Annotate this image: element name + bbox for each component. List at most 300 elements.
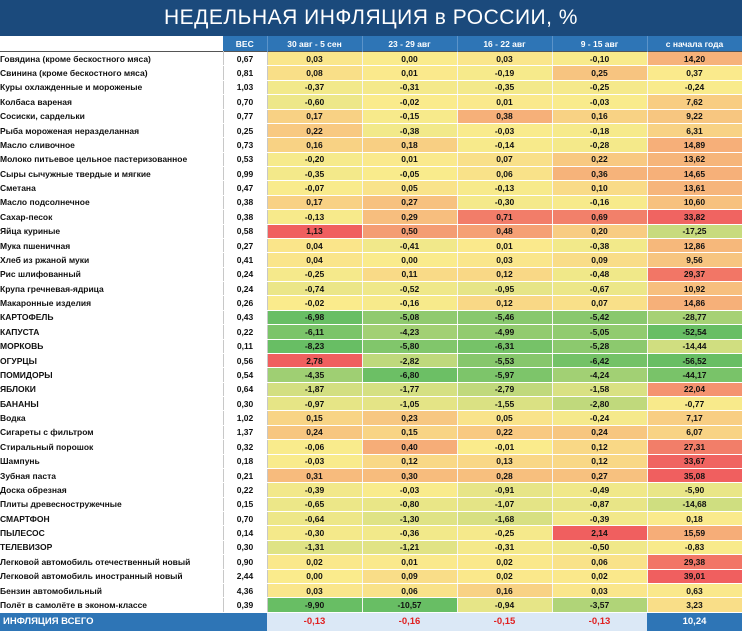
total-week-cell: -0,13	[267, 612, 362, 631]
week-value-cell: -0,19	[457, 66, 552, 80]
table-row	[0, 325, 742, 339]
table-row	[0, 454, 742, 468]
table-row	[0, 540, 742, 554]
week-value-cell: -0,15	[362, 109, 457, 123]
week-value-cell: -4,35	[267, 368, 362, 382]
ytd-cell: -14,68	[647, 497, 742, 511]
week-value-cell: -6,11	[267, 325, 362, 339]
table-row	[0, 555, 742, 569]
week-value-cell: 0,03	[457, 253, 552, 267]
week-value-cell: 0,02	[552, 569, 647, 583]
ytd-cell: 10,92	[647, 282, 742, 296]
week-value-cell: -5,46	[457, 310, 552, 324]
row-label: Зубная паста	[0, 468, 223, 482]
row-label: Рыба мороженая неразделанная	[0, 123, 223, 137]
row-label: Сахар-песок	[0, 210, 223, 224]
week-value-cell: -6,42	[552, 353, 647, 367]
table-row	[0, 152, 742, 166]
ytd-cell: 15,59	[647, 526, 742, 540]
row-label: Сигареты с фильтром	[0, 425, 223, 439]
week-value-cell: 0,07	[457, 152, 552, 166]
week-value-cell: -0,25	[457, 526, 552, 540]
total-week-cell: -0,15	[457, 612, 552, 631]
row-label: Куры охлажденные и мороженые	[0, 80, 223, 94]
weight-cell: 0,67	[223, 52, 267, 66]
week-value-cell: 0,06	[457, 167, 552, 181]
ytd-cell: -52,54	[647, 325, 742, 339]
row-label: Плиты древесностружечные	[0, 497, 223, 511]
week-value-cell: -0,25	[552, 80, 647, 94]
week-value-cell: 0,22	[267, 123, 362, 137]
week-value-cell: -0,35	[457, 80, 552, 94]
table-row	[0, 425, 742, 439]
ytd-cell: 7,17	[647, 411, 742, 425]
table-row	[0, 440, 742, 454]
week-value-cell: 0,18	[362, 138, 457, 152]
header-weight: ВЕС	[223, 36, 267, 52]
week-value-cell: -0,94	[457, 598, 552, 612]
week-value-cell: -5,08	[362, 310, 457, 324]
row-label: Сосиски, сардельки	[0, 109, 223, 123]
weight-cell: 0,27	[223, 238, 267, 252]
table-row	[0, 468, 742, 482]
table-row	[0, 210, 742, 224]
row-label: Колбаса вареная	[0, 95, 223, 109]
week-value-cell: -0,03	[457, 123, 552, 137]
weight-cell: 0,99	[223, 167, 267, 181]
week-value-cell: 0,01	[362, 152, 457, 166]
table-row	[0, 483, 742, 497]
week-value-cell: -4,99	[457, 325, 552, 339]
week-value-cell: 0,15	[267, 411, 362, 425]
row-label: МОРКОВЬ	[0, 339, 223, 353]
week-value-cell: 0,15	[362, 425, 457, 439]
week-value-cell: -8,23	[267, 339, 362, 353]
table-row	[0, 224, 742, 238]
row-label: Шампунь	[0, 454, 223, 468]
ytd-cell: 29,38	[647, 555, 742, 569]
table-row	[0, 368, 742, 382]
week-value-cell: -2,79	[457, 382, 552, 396]
week-value-cell: 0,16	[267, 138, 362, 152]
week-value-cell: -0,35	[267, 167, 362, 181]
week-value-cell: 0,02	[457, 555, 552, 569]
table-row	[0, 282, 742, 296]
page-title: НЕДЕЛЬНАЯ ИНФЛЯЦИЯ в РОССИИ, %	[0, 0, 742, 36]
weight-cell: 0,38	[223, 210, 267, 224]
row-label: Свинина (кроме бескостного мяса)	[0, 66, 223, 80]
weight-cell: 0,43	[223, 310, 267, 324]
week-value-cell: -0,60	[267, 95, 362, 109]
header-ytd: с начала года	[647, 36, 742, 52]
table-row	[0, 382, 742, 396]
week-value-cell: 0,10	[552, 181, 647, 195]
week-value-cell: 0,69	[552, 210, 647, 224]
table-row	[0, 339, 742, 353]
table-row	[0, 195, 742, 209]
table-row	[0, 267, 742, 281]
week-value-cell: -0,74	[267, 282, 362, 296]
weight-cell: 0,22	[223, 483, 267, 497]
week-value-cell: -4,23	[362, 325, 457, 339]
week-value-cell: 0,17	[267, 195, 362, 209]
row-label: КАРТОФЕЛЬ	[0, 310, 223, 324]
week-value-cell: -3,57	[552, 598, 647, 612]
week-value-cell: -0,02	[267, 296, 362, 310]
header-week-3: 16 - 22 авг	[457, 36, 552, 52]
week-value-cell: 0,17	[267, 109, 362, 123]
week-value-cell: -6,31	[457, 339, 552, 353]
weight-cell: 1,03	[223, 80, 267, 94]
week-value-cell: 0,71	[457, 210, 552, 224]
ytd-cell: 9,22	[647, 109, 742, 123]
header-week-1: 30 авг - 5 сен	[267, 36, 362, 52]
table-row	[0, 167, 742, 181]
ytd-cell: -5,90	[647, 483, 742, 497]
week-value-cell: -0,13	[267, 210, 362, 224]
weight-cell: 0,11	[223, 339, 267, 353]
week-value-cell: -1,30	[362, 512, 457, 526]
ytd-cell: 0,37	[647, 66, 742, 80]
week-value-cell: 0,00	[362, 52, 457, 66]
table-row	[0, 253, 742, 267]
row-label: Мука пшеничная	[0, 238, 223, 252]
week-value-cell: 0,30	[362, 468, 457, 482]
week-value-cell: 0,36	[552, 167, 647, 181]
ytd-cell: -28,77	[647, 310, 742, 324]
week-value-cell: 0,28	[457, 468, 552, 482]
week-value-cell: 0,08	[267, 66, 362, 80]
week-value-cell: 0,24	[267, 425, 362, 439]
weight-cell: 0,18	[223, 454, 267, 468]
week-value-cell: 0,38	[457, 109, 552, 123]
week-value-cell: 0,12	[552, 440, 647, 454]
week-value-cell: 0,05	[362, 181, 457, 195]
weight-cell: 0,21	[223, 468, 267, 482]
week-value-cell: -0,49	[552, 483, 647, 497]
weight-cell: 0,81	[223, 66, 267, 80]
week-value-cell: -0,16	[362, 296, 457, 310]
ytd-cell: 9,56	[647, 253, 742, 267]
week-value-cell: 2,14	[552, 526, 647, 540]
row-label: Молоко питьевое цельное пастеризованное	[0, 152, 223, 166]
ytd-cell: 3,23	[647, 598, 742, 612]
weight-cell: 0,47	[223, 181, 267, 195]
table-row	[0, 80, 742, 94]
row-label: Бензин автомобильный	[0, 583, 223, 597]
row-label: ПОМИДОРЫ	[0, 368, 223, 382]
row-label: Водка	[0, 411, 223, 425]
ytd-cell: -0,77	[647, 397, 742, 411]
weight-cell: 0,25	[223, 123, 267, 137]
weight-cell: 1,02	[223, 411, 267, 425]
week-value-cell: -0,38	[362, 123, 457, 137]
week-value-cell: -0,05	[362, 167, 457, 181]
weight-cell: 0,58	[223, 224, 267, 238]
ytd-cell: -0,24	[647, 80, 742, 94]
weight-cell: 0,30	[223, 540, 267, 554]
week-value-cell: -0,10	[552, 52, 647, 66]
table-row	[0, 569, 742, 583]
week-value-cell: -5,28	[552, 339, 647, 353]
week-value-cell: 0,03	[457, 52, 552, 66]
week-value-cell: 0,20	[552, 224, 647, 238]
week-value-cell: 0,03	[267, 583, 362, 597]
total-row	[0, 612, 742, 631]
weight-cell: 0,39	[223, 598, 267, 612]
table-body	[0, 52, 742, 631]
week-value-cell: -5,42	[552, 310, 647, 324]
week-value-cell: 0,09	[552, 253, 647, 267]
ytd-cell: -17,25	[647, 224, 742, 238]
table-row	[0, 397, 742, 411]
week-value-cell: 0,12	[552, 454, 647, 468]
week-value-cell: 0,09	[362, 569, 457, 583]
week-value-cell: 0,24	[552, 425, 647, 439]
ytd-cell: 33,67	[647, 454, 742, 468]
week-value-cell: 0,13	[457, 454, 552, 468]
week-value-cell: 0,27	[362, 195, 457, 209]
week-value-cell: 0,50	[362, 224, 457, 238]
week-value-cell: 0,12	[457, 296, 552, 310]
week-value-cell: 1,13	[267, 224, 362, 238]
weight-cell: 0,70	[223, 95, 267, 109]
week-value-cell: -0,95	[457, 282, 552, 296]
table-row	[0, 181, 742, 195]
week-value-cell: 2,78	[267, 353, 362, 367]
week-value-cell: 0,06	[362, 583, 457, 597]
week-value-cell: 0,12	[457, 267, 552, 281]
week-value-cell: -9,90	[267, 598, 362, 612]
table-row	[0, 238, 742, 252]
weight-cell: 0,15	[223, 497, 267, 511]
week-value-cell: 0,05	[457, 411, 552, 425]
weight-cell: 0,90	[223, 555, 267, 569]
week-value-cell: -0,65	[267, 497, 362, 511]
week-value-cell: -1,07	[457, 497, 552, 511]
row-label: ОГУРЦЫ	[0, 353, 223, 367]
week-value-cell: 0,01	[362, 555, 457, 569]
inflation-table	[0, 36, 742, 631]
weight-cell: 0,54	[223, 368, 267, 382]
row-label: Полёт в самолёте в эконом-классе	[0, 598, 223, 612]
week-value-cell: -0,97	[267, 397, 362, 411]
week-value-cell: -0,03	[552, 95, 647, 109]
week-value-cell: -0,07	[267, 181, 362, 195]
ytd-cell: 33,82	[647, 210, 742, 224]
weight-cell: 2,44	[223, 569, 267, 583]
week-value-cell: -1,68	[457, 512, 552, 526]
week-value-cell: -5,97	[457, 368, 552, 382]
week-value-cell: -0,50	[552, 540, 647, 554]
header-row	[0, 36, 742, 52]
weight-cell: 0,32	[223, 440, 267, 454]
week-value-cell: -0,25	[267, 267, 362, 281]
table-row	[0, 411, 742, 425]
weight-cell: 0,56	[223, 353, 267, 367]
table-row	[0, 583, 742, 597]
week-value-cell: 0,00	[267, 569, 362, 583]
table-row	[0, 497, 742, 511]
week-value-cell: -10,57	[362, 598, 457, 612]
row-label: Сыры сычужные твердые и мягкие	[0, 167, 223, 181]
weight-cell: 0,14	[223, 526, 267, 540]
week-value-cell: -0,03	[267, 454, 362, 468]
ytd-cell: 22,04	[647, 382, 742, 396]
ytd-cell: -44,17	[647, 368, 742, 382]
week-value-cell: -0,20	[267, 152, 362, 166]
week-value-cell: -0,38	[552, 238, 647, 252]
table-row	[0, 353, 742, 367]
row-label: Говядина (кроме бескостного мяса)	[0, 52, 223, 66]
row-label: Рис шлифованный	[0, 267, 223, 281]
week-value-cell: -0,52	[362, 282, 457, 296]
week-value-cell: -0,41	[362, 238, 457, 252]
row-label: Хлеб из ржаной муки	[0, 253, 223, 267]
week-value-cell: 0,00	[362, 253, 457, 267]
week-value-cell: -5,53	[457, 353, 552, 367]
ytd-cell: 7,62	[647, 95, 742, 109]
table-row	[0, 109, 742, 123]
header-blank	[0, 36, 223, 52]
ytd-cell: 35,08	[647, 468, 742, 482]
ytd-cell: 14,86	[647, 296, 742, 310]
row-label: Масло подсолнечное	[0, 195, 223, 209]
weight-cell: 0,30	[223, 397, 267, 411]
week-value-cell: 0,04	[267, 253, 362, 267]
table-row	[0, 526, 742, 540]
week-value-cell: -0,13	[457, 181, 552, 195]
week-value-cell: -0,37	[267, 80, 362, 94]
weight-cell: 0,38	[223, 195, 267, 209]
week-value-cell: 0,04	[267, 238, 362, 252]
week-value-cell: -0,14	[457, 138, 552, 152]
week-value-cell: 0,25	[552, 66, 647, 80]
week-value-cell: -0,87	[552, 497, 647, 511]
week-value-cell: -0,31	[457, 540, 552, 554]
row-label: Яйца куриные	[0, 224, 223, 238]
week-value-cell: -0,91	[457, 483, 552, 497]
week-value-cell: -0,28	[552, 138, 647, 152]
ytd-cell: 27,31	[647, 440, 742, 454]
week-value-cell: -6,98	[267, 310, 362, 324]
row-label: Легковой автомобиль отечественный новый	[0, 555, 223, 569]
total-week-cell: -0,16	[362, 612, 457, 631]
row-label: БАНАНЫ	[0, 397, 223, 411]
week-value-cell: 0,12	[362, 454, 457, 468]
ytd-cell: 0,18	[647, 512, 742, 526]
week-value-cell: -0,06	[267, 440, 362, 454]
weight-cell: 4,36	[223, 583, 267, 597]
week-value-cell: -0,30	[267, 526, 362, 540]
weight-cell: 0,22	[223, 325, 267, 339]
ytd-cell: 13,61	[647, 181, 742, 195]
ytd-cell: 13,62	[647, 152, 742, 166]
ytd-cell: 6,07	[647, 425, 742, 439]
week-value-cell: 0,23	[362, 411, 457, 425]
week-value-cell: 0,29	[362, 210, 457, 224]
table-row	[0, 296, 742, 310]
row-label: Крупа гречневая-ядрица	[0, 282, 223, 296]
week-value-cell: 0,01	[457, 95, 552, 109]
ytd-cell: -0,83	[647, 540, 742, 554]
week-value-cell: -0,64	[267, 512, 362, 526]
ytd-cell: -56,52	[647, 353, 742, 367]
week-value-cell: -1,05	[362, 397, 457, 411]
week-value-cell: -0,39	[552, 512, 647, 526]
total-week-cell: -0,13	[552, 612, 647, 631]
weight-cell: 0,24	[223, 267, 267, 281]
week-value-cell: 0,16	[552, 109, 647, 123]
row-label: СМАРТФОН	[0, 512, 223, 526]
week-value-cell: 0,01	[362, 66, 457, 80]
total-label: ИНФЛЯЦИЯ ВСЕГО	[0, 612, 267, 631]
week-value-cell: 0,06	[552, 555, 647, 569]
row-label: Стиральный порошок	[0, 440, 223, 454]
ytd-cell: 39,01	[647, 569, 742, 583]
week-value-cell: -2,82	[362, 353, 457, 367]
week-value-cell: 0,03	[552, 583, 647, 597]
row-label: КАПУСТА	[0, 325, 223, 339]
week-value-cell: 0,40	[362, 440, 457, 454]
week-value-cell: -0,80	[362, 497, 457, 511]
table-row	[0, 52, 742, 66]
week-value-cell: -0,30	[457, 195, 552, 209]
ytd-cell: 14,65	[647, 167, 742, 181]
weight-cell: 0,24	[223, 282, 267, 296]
week-value-cell: -0,16	[552, 195, 647, 209]
weight-cell: 0,77	[223, 109, 267, 123]
weight-cell: 0,70	[223, 512, 267, 526]
week-value-cell: -6,80	[362, 368, 457, 382]
row-label: ПЫЛЕСОС	[0, 526, 223, 540]
week-value-cell: -0,24	[552, 411, 647, 425]
week-value-cell: -0,18	[552, 123, 647, 137]
week-value-cell: -0,02	[362, 95, 457, 109]
week-value-cell: -0,48	[552, 267, 647, 281]
row-label: Легковой автомобиль иностранный новый	[0, 569, 223, 583]
ytd-cell: 29,37	[647, 267, 742, 281]
row-label: Масло сливочное	[0, 138, 223, 152]
row-label: Доска обрезная	[0, 483, 223, 497]
week-value-cell: 0,01	[457, 238, 552, 252]
row-label: ТЕЛЕВИЗОР	[0, 540, 223, 554]
ytd-cell: 0,63	[647, 583, 742, 597]
week-value-cell: -0,39	[267, 483, 362, 497]
week-value-cell: -1,58	[552, 382, 647, 396]
week-value-cell: 0,16	[457, 583, 552, 597]
week-value-cell: 0,02	[457, 569, 552, 583]
week-value-cell: 0,27	[552, 468, 647, 482]
table-row	[0, 66, 742, 80]
week-value-cell: -1,21	[362, 540, 457, 554]
header-week-4: 9 - 15 авг	[552, 36, 647, 52]
week-value-cell: -1,55	[457, 397, 552, 411]
week-value-cell: -0,31	[362, 80, 457, 94]
week-value-cell: -1,77	[362, 382, 457, 396]
week-value-cell: 0,02	[267, 555, 362, 569]
week-value-cell: -1,87	[267, 382, 362, 396]
weight-cell: 0,64	[223, 382, 267, 396]
table-row	[0, 95, 742, 109]
week-value-cell: -4,24	[552, 368, 647, 382]
table-row	[0, 123, 742, 137]
ytd-cell: 12,86	[647, 238, 742, 252]
weight-cell: 0,41	[223, 253, 267, 267]
ytd-cell: 6,31	[647, 123, 742, 137]
week-value-cell: -5,05	[552, 325, 647, 339]
row-label: Макаронные изделия	[0, 296, 223, 310]
